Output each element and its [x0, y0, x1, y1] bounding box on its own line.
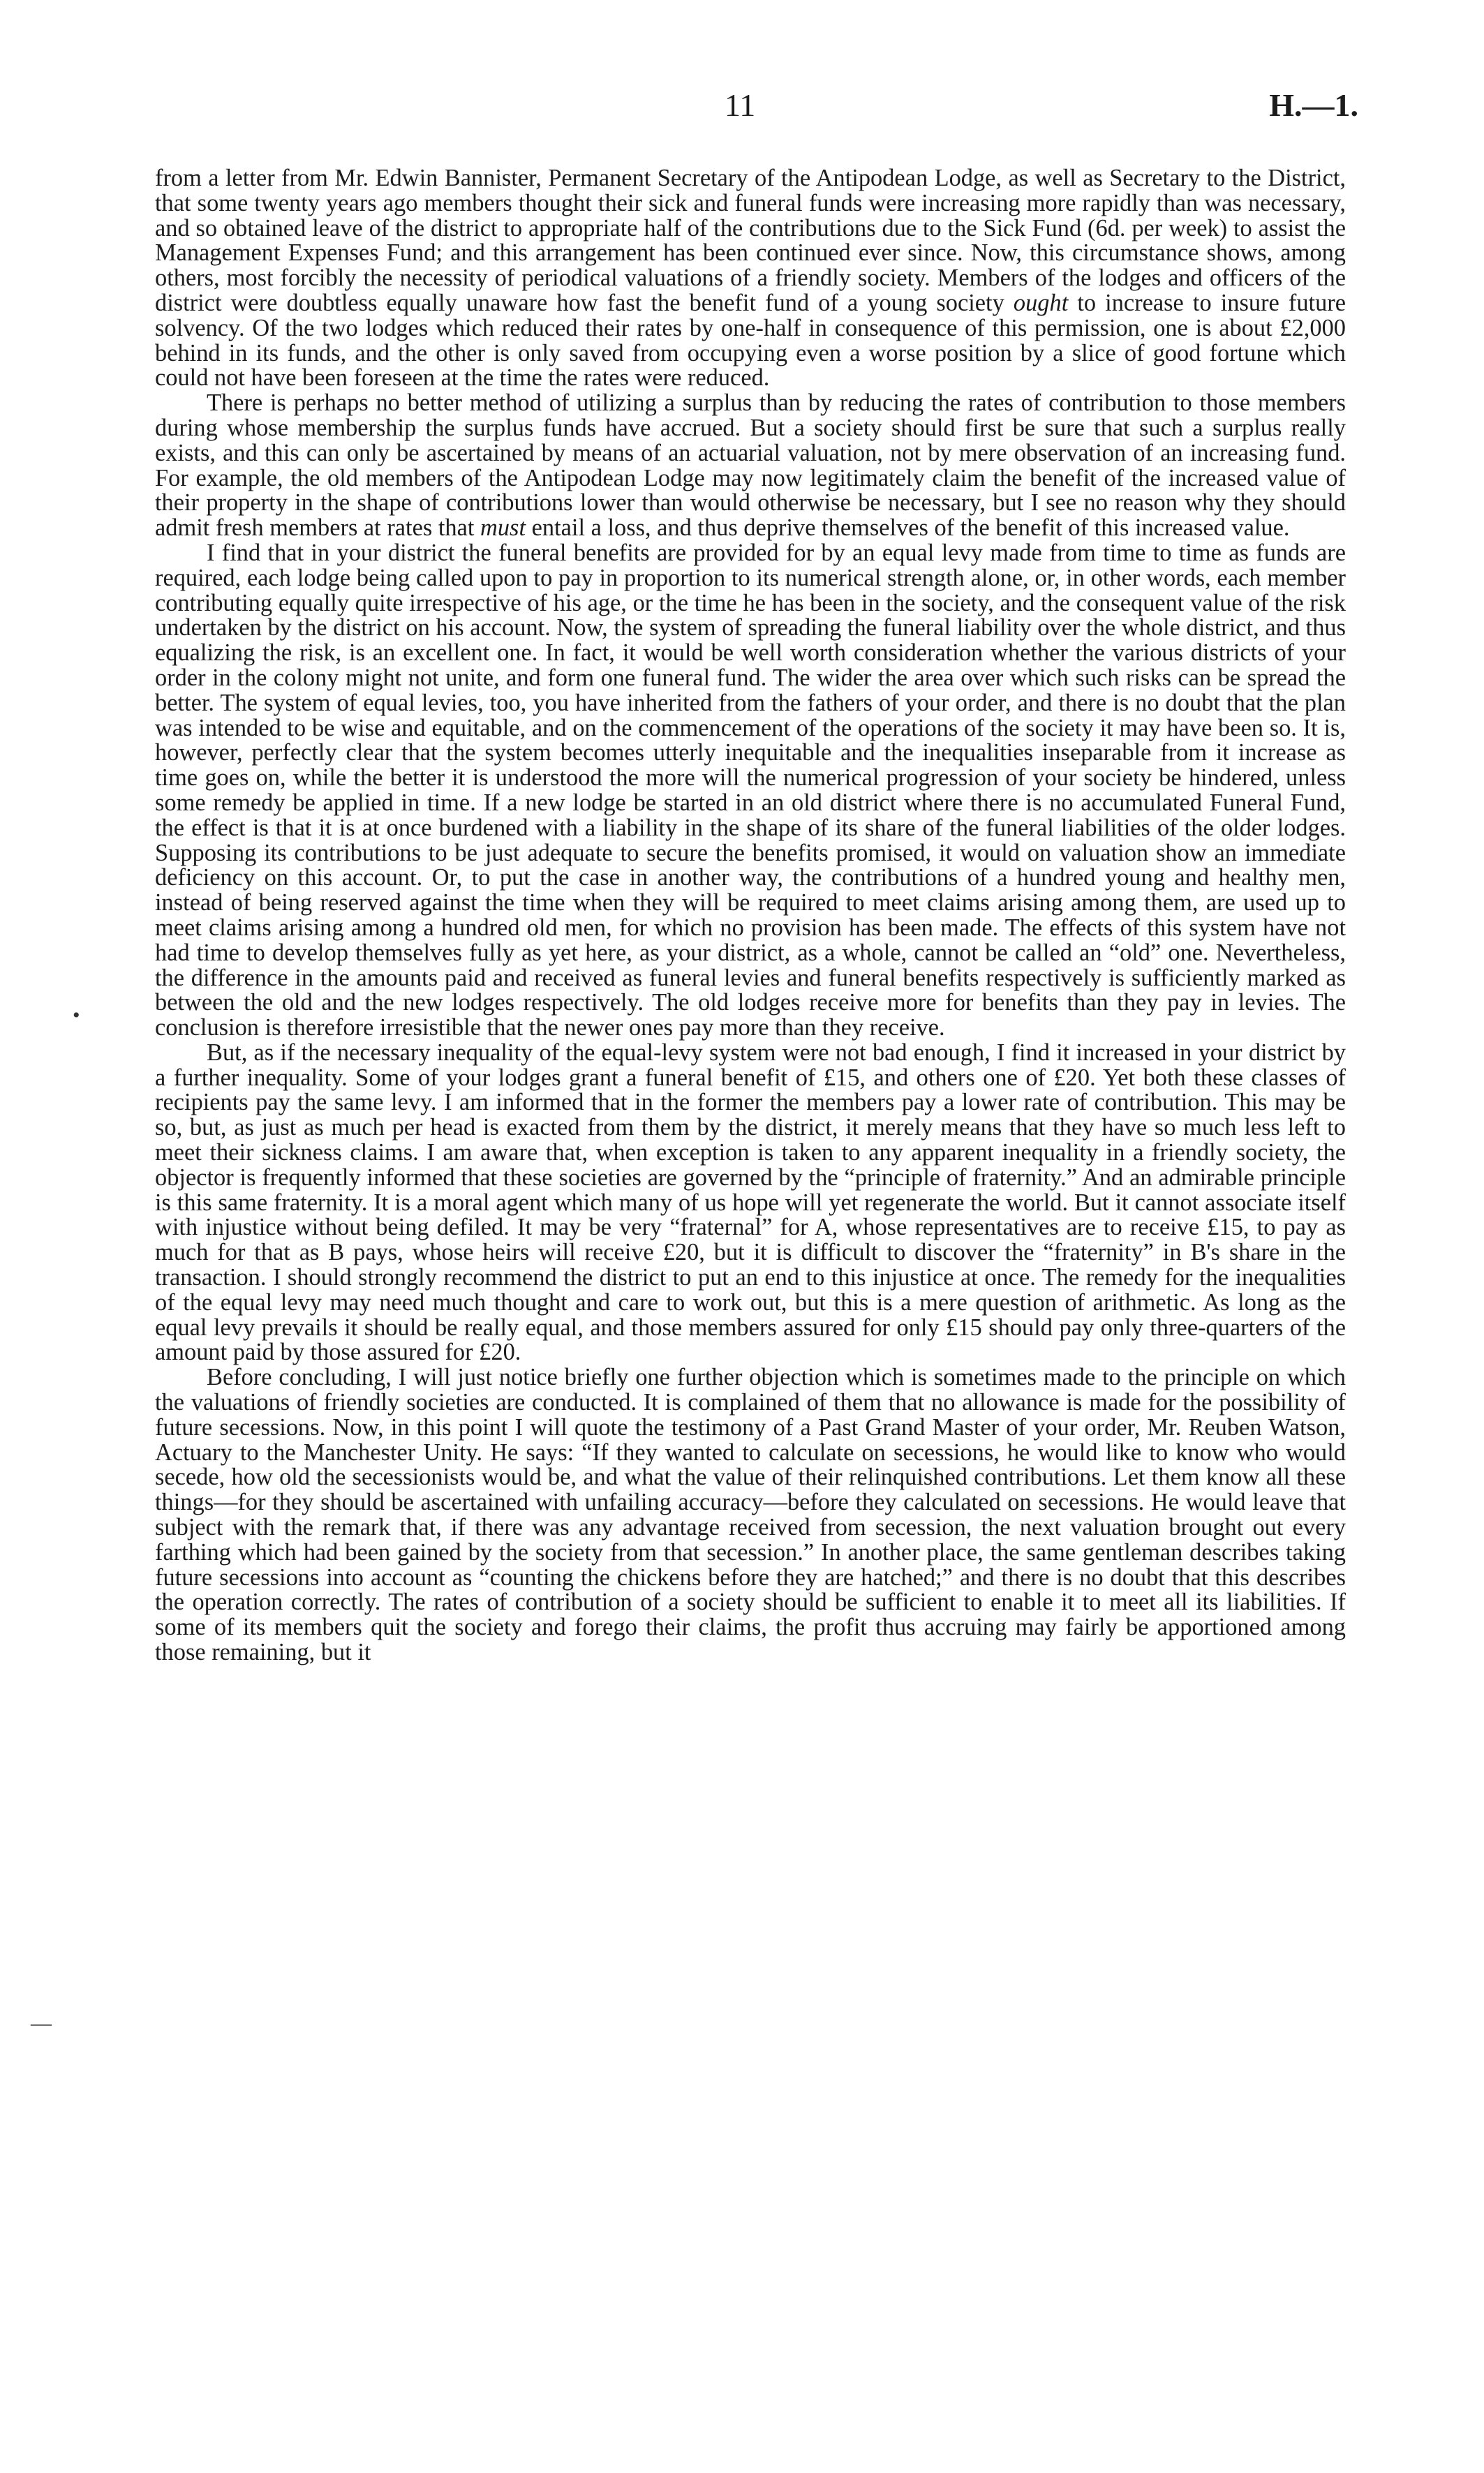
emphasis-ought: ought	[1013, 289, 1069, 316]
text-run: But, as if the necessary inequality of the equal-levy system were not bad enough, I find it increased in your district by a further inequality. Some of your lodges grant a funeral benefit of £15, and others one of £20. Yet both these classes of recipients pay the same levy. I am informed that in the former the members pay a lower rate of contribution. This may be so, but, as just as much per head is exacted from them by the district, it merely means that they have so much less left to meet their sickness claims. I am aware that, when exception is taken to any apparent inequality in a friendly society, the objector is frequently informed that these societies are governed by the “principle of fraternity.” And an admirable principle is this same fraternity. It is a moral agent which many of us hope will yet regenerate the world. But it cannot associate itself with injustice without being defiled. It may be very “fraternal” for A, whose representatives are to receive £15, to pay as much for that as B pays, whose heirs will receive £20, but it is difficult to discover the “fraternity” in B's share in the transaction. I should strongly recommend the district to put an end to this injustice at once. The remedy for the inequalities of the equal levy may need much thought and care to work out, but this is a mere question of arithmetic. As long as the equal levy prevails it should be really equal, and those members assured for only £15 should pay only three-quarters of the amount paid by those assured for £20.	[155, 1039, 1346, 1366]
page-number: 11	[725, 87, 756, 123]
emphasis-must: must	[480, 514, 526, 542]
paragraph-surplus	[155, 391, 1346, 541]
margin-dot-mark: •	[73, 1004, 80, 1027]
text-run: I find that in your district the funeral benefits are provided for by an equal levy made from time to time as funds are required, each lodge being called upon to pay in proportion to its numerical strength alone, or, in other words, each member contributing equally quite irrespective of his age, or the time he has been in the society, and the consequent value of the risk undertaken by the district on his account. Now, the system of spreading the funeral liability over the whole district, and thus equalizing the risk, is an excellent one. In fact, it would be well worth consideration whether the various districts of your order in the colony might not unite, and form one funeral fund. The wider the area over which such risks can be spread the better. The system of equal levies, too, you have inherited from the fathers of your order, and there is no doubt that the plan was intended to be wise and equitable, and on the commencement of the operations of the society it may have been so. It is, however, perfectly clear that the system becomes utterly inequitable and the inequalities inseparable from it increase as time goes on, while the better it is understood the more will the numerical progression of your society be hindered, unless some remedy be applied in time. If a new lodge be started in an old district where there is no accumulated Funeral Fund, the effect is that it is at once burdened with a liability in the shape of its share of the funeral liabilities of the older lodges. Supposing its contributions to be just adequate to secure the benefits promised, it would on valuation show an immediate deficiency on this account. Or, to put the case in another way, the contributions of a hundred young and healthy men, instead of being reserved against the time when they will be required to meet claims arising among them, are used up to meet claims arising among a hundred old men, for which no provision has been made. The effects of this system have not had time to develop themselves fully as yet here, as your district, as a whole, cannot be called an “old” one. Nevertheless, the difference in the amounts paid and received as funeral levies and funeral benefits respectively is sufficiently marked as between the old and the new lodges respectively. The old lodges receive more for benefits than they pay in levies. The conclusion is therefore irresistible that the newer ones pay more than they receive.	[155, 539, 1346, 1041]
text-run: to increase to insure future solvency. Of the two lodges which reduced their rates by one-half in consequence of this permission, one is about £2,000 behind in its funds, and the other is only saved from occupying even a worse position by a slice of good fortune which could not have been foreseen at the time the rates were reduced.	[155, 289, 1346, 392]
text-run: from a letter from Mr. Edwin Bannister, Permanent Secretary of the Antipodean Lodge, as well as Secretary to the District, that some twenty years ago members thought their sick and funeral funds were increasing more rapidly than was necessary, and so obtained leave of the district to appropriate half of the contributions due to the Sick Fund (6d. per week) to assist the Management Expenses Fund; and this arrangement has been continued ever since. Now, this circumstance shows, among others, most forcibly the necessity of periodical valuations of a friendly society. Members of the lodges and officers of the district were doubtless equally unaware how fast the benefit fund of a young society	[155, 165, 1346, 316]
paragraph-lodge-letter	[155, 166, 1346, 391]
document-reference: H.—1.	[1269, 87, 1358, 123]
text-run: entail a loss, and thus deprive themselves of the benefit of this increased value.	[526, 514, 1290, 542]
document-body	[155, 166, 1346, 1665]
paragraph-secessions	[155, 1365, 1346, 1665]
text-run: Before concluding, I will just notice briefly one further objection which is sometimes made to the principle on which the valuations of friendly societies are conducted. It is complained of them that no allowance is made for the possibility of future secessions. Now, in this point I will quote the testimony of a Past Grand Master of your order, Mr. Reuben Watson, Actuary to the Manchester Unity. He says: “If they wanted to calculate on secessions, he would like to know who would secede, how old the secessionists would be, and what the value of their relinquished contributions. Let them know all these things—for they should be ascertained with unfailing accuracy—before they calculated on secessions. He would leave that subject with the remark that, if there was any advantage received from secession, the next valuation brought out every farthing which had been gained by the society from that secession.” In another place, the same gentleman describes taking future secessions into account as “counting the chickens before they are hatched;” and there is no doubt that this describes the operation correctly. The rates of contribution of a society should be sufficient to enable it to meet all its liabilities. If some of its members quit the society and forego their claims, the profit thus accruing may fairly be apportioned among those remaining, but it	[155, 1364, 1346, 1666]
paragraph-funeral-levy	[155, 541, 1346, 1041]
paragraph-inequality	[155, 1041, 1346, 1365]
text-run: There is perhaps no better method of utilizing a surplus than by reducing the rates of contribution to those members during whose membership the surplus funds have accrued. But a society should first be sure that such a surplus really exists, and this can only be ascertained by means of an actuarial valuation, not by mere observation of an increasing fund. For example, the old members of the Antipodean Lodge may now legitimately claim the benefit of the increased value of their property in the shape of contributions lower than would otherwise be necessary, but I see no reason why they should admit fresh members at rates that	[155, 389, 1346, 542]
margin-dash-mark: —	[31, 2012, 52, 2035]
